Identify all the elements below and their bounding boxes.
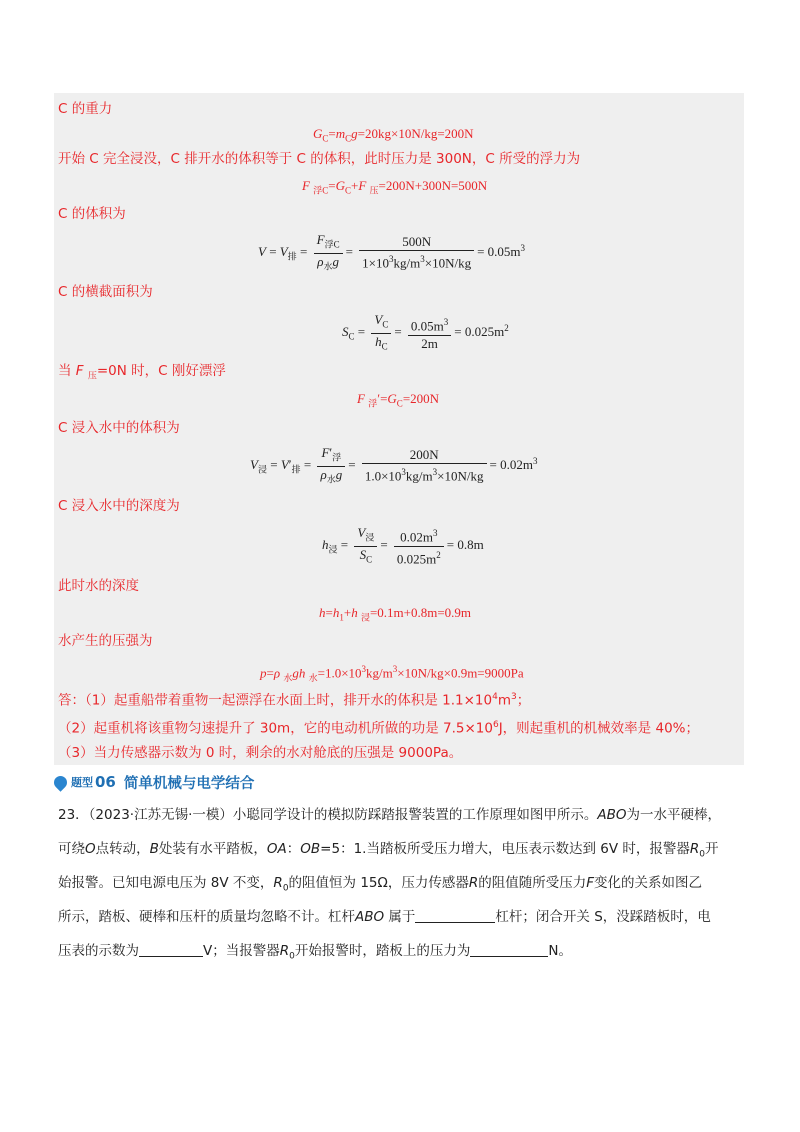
equation-volume: $V = V_排$ = $\frac{F_{浮C}}{\rho_水g}$ = $\frac{500N}{1\times 10^3kg/m^3\times 10N/kg}$ = $0.05m^3$ <box>258 232 526 272</box>
solution-line: 此时水的深度 <box>58 578 139 594</box>
solution-line: 当 F $_压$=0N 时，C 刚好漂浮 <box>58 363 226 382</box>
section-title: 简单机械与电学结合 <box>123 775 255 792</box>
equation-buoyancy: F $_{浮C}=G_C+F$ $_压$=200N+300N=500N <box>302 178 488 196</box>
section-tag: 题型 <box>71 776 93 789</box>
answer-blank-2[interactable] <box>139 942 203 957</box>
answer-line-1: 答：（1）起重船带着重物一起漂浮在水面上时，排开水的体积是 $1.1\times 10^4m^3$； <box>58 692 531 709</box>
equation-pressure: p=ρ $_水$gh $_水=1.0\times 10^3kg/m^3\times 10N/kg\times 0.9m=9000Pa$ <box>260 664 524 683</box>
solution-line: C 的横截面积为 <box>58 284 153 300</box>
section-heading <box>54 771 254 793</box>
question-line: 23．（2023·江苏无锡·一模）小聪同学设计的模拟防踩踏报警装置的工作原理如图甲所示。ABO为一水平硬棒， <box>58 807 721 823</box>
equation-depth: $h_浸$ = $\frac{V_浸}{S_C}$ = $\frac{0.02m^3}{0.025m^2}$ = 0.8m <box>322 525 484 566</box>
solution-line: 开始 C 完全浸没，C 排开水的体积等于 C 的体积，此时压力是 300N，C 所受的浮力为 <box>58 151 581 167</box>
question-line: 所示，踏板、硬棒和压杆的质量均忽略不计。杠杆ABO 属于 杠杆；闭合开关 S，没踩踏板时，电 <box>58 909 711 925</box>
answer-blank-1[interactable] <box>415 908 495 923</box>
section-number: 06 <box>95 773 116 791</box>
solution-line: C 的体积为 <box>58 206 126 222</box>
question-line: 可绕O点转动，B处装有水平踏板，OA：OB=5：1.当踏板所受压力增大，电压表示数达到 6V 时，报警器$R_0$开 <box>58 841 719 860</box>
solution-line: C 浸入水中的体积为 <box>58 420 180 436</box>
question-line: 始报警。已知电源电压为 8V 不变，$R_0$的阻值恒为 15Ω，压力传感器R的阻值随所受压力F变化的关系如图乙 <box>58 875 702 894</box>
equation-gravity: $G_C=m_Cg=20kg\times 10N/kg=200N$ <box>313 126 474 144</box>
equation-float: F $_浮'=G_C=200N$ <box>357 391 440 409</box>
equation-submerged-volume: $V_浸 = V'_排$ = $\frac{F'_浮}{\rho_水g}$ = $\frac{200N}{1.0\times 10^3kg/m^3\times 10N/kg}$ = $0.02m^3$ <box>250 445 538 485</box>
equation-water-depth: $h=h_1+h$ $_浸$=0.1m+0.8m=0.9m <box>319 605 472 623</box>
question-line: 压表的示数为 V；当报警器$R_0$开始报警时，踏板上的压力为 N。 <box>58 943 572 962</box>
answer-blank-3[interactable] <box>470 942 548 957</box>
solution-line: 水产生的压强为 <box>58 633 153 649</box>
location-pin-icon <box>51 773 69 791</box>
answer-line-3: （3）当力传感器示数为 0 时，剩余的水对舱底的压强是 9000Pa。 <box>58 745 463 761</box>
solution-line: C 的重力 <box>58 101 113 117</box>
answer-line-2: （2）起重机将该重物匀速提升了 30m，它的电动机所做的功是 $7.5\times 10^6J$，则起重机的机械效率是 40%； <box>58 720 699 737</box>
solution-line: C 浸入水中的深度为 <box>58 498 180 514</box>
equation-area: $S_C$ = $\frac{V_C}{h_C}$ = $\frac{0.05m^3}{2m}$ = $0.025m^2$ <box>342 312 509 352</box>
